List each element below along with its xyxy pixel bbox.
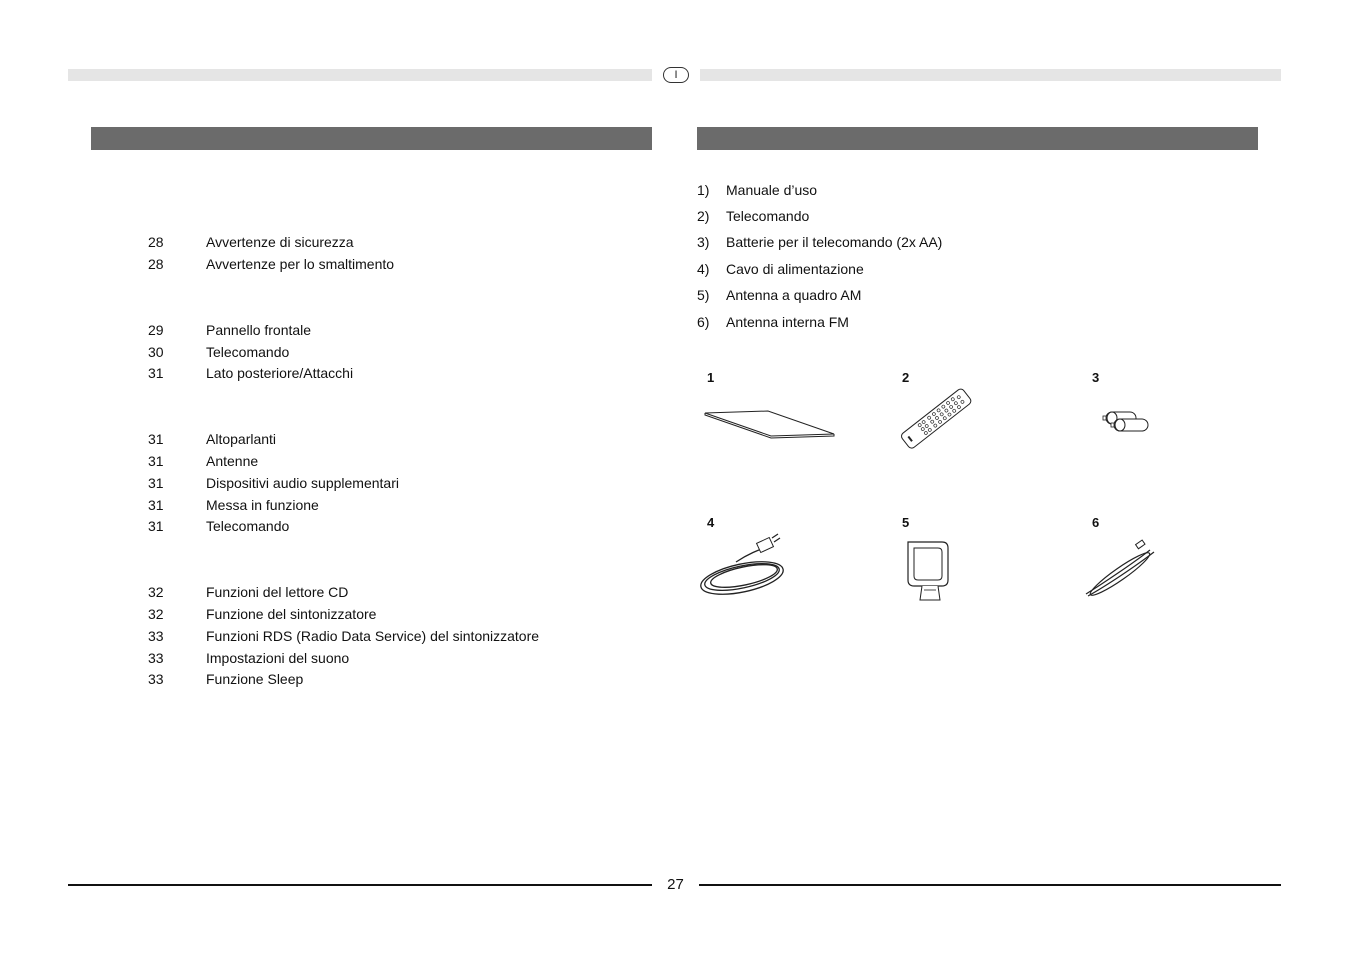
language-badge: I [663,67,689,83]
toc-entry[interactable] [148,650,349,666]
toc-page-number: 31 [148,431,164,447]
power-cable-icon [696,532,796,598]
item-label: Telecomando [726,208,810,224]
toc-entry-title: Telecomando [206,518,290,534]
toc-entry[interactable] [148,453,258,469]
image-number: 1 [707,370,715,385]
list-item [697,182,817,198]
image-number: 2 [902,370,910,385]
batteries-icon [1100,408,1156,436]
toc-entry-title: Pannello frontale [206,322,312,338]
toc-page-number: 30 [148,344,164,360]
toc-entry-title: Funzioni RDS (Radio Data Service) del sintonizzatore [206,628,540,644]
list-item [697,261,864,277]
list-item [697,287,861,303]
item-label: Cavo di alimentazione [726,261,864,277]
item-label: Antenna interna FM [726,314,849,330]
toc-entry[interactable] [148,584,348,600]
accessories-section-bar [697,127,1258,150]
toc-page-number: 31 [148,365,164,381]
toc-page-number: 31 [148,475,164,491]
page-number: 27 [667,876,684,893]
remote-control-icon [892,380,982,458]
toc-entry-title: Telecomando [206,344,290,360]
item-number: 2) [697,208,710,224]
toc-entry-title: Lato posteriore/Attacchi [206,365,354,381]
item-number: 1) [697,182,710,198]
toc-entry-title: Altoparlanti [206,431,277,447]
toc-page-number: 29 [148,322,164,338]
toc-entry-title: Antenne [206,453,259,469]
toc-entry-title: Messa in funzione [206,497,319,513]
toc-entry[interactable] [148,606,376,622]
toc-page-number: 28 [148,234,164,250]
image-number: 3 [1092,370,1100,385]
toc-page-number: 33 [148,628,164,644]
toc-entry-title: Dispositivi audio supplementari [206,475,399,491]
toc-page-number: 32 [148,606,164,622]
item-number: 3) [697,234,710,250]
toc-page-number: 31 [148,497,164,513]
toc-page-number: 31 [148,518,164,534]
toc-entry-title: Funzione Sleep [206,671,304,687]
item-label: Antenna a quadro AM [726,287,862,303]
toc-entry[interactable] [148,431,276,447]
item-label: Manuale d’uso [726,182,818,198]
toc-entry[interactable] [148,365,353,381]
toc-section-bar [91,127,652,150]
toc-entry[interactable] [148,671,303,687]
item-number: 4) [697,261,710,277]
header-bar-left [68,69,652,81]
list-item [697,234,942,250]
fm-antenna-icon [1080,538,1164,600]
list-item [697,314,849,330]
toc-page-number: 33 [148,650,164,666]
toc-entry[interactable] [148,475,399,491]
toc-entry-title: Avvertenze per lo smaltimento [206,256,395,272]
image-number: 6 [1092,515,1100,530]
toc-entry-title: Funzione del sintonizzatore [206,606,377,622]
item-number: 5) [697,287,710,303]
toc-page-number: 33 [148,671,164,687]
toc-entry[interactable] [148,518,289,534]
item-number: 6) [697,314,710,330]
am-loop-antenna-icon [900,538,954,604]
footer-rule-left [68,884,652,886]
toc-page-number: 32 [148,584,164,600]
manual-icon [700,405,840,441]
toc-entry[interactable] [148,256,394,272]
list-item [697,208,809,224]
toc-entry-title: Funzioni del lettore CD [206,584,349,600]
toc-entry[interactable] [148,234,354,250]
header-bar-right [700,69,1281,81]
image-number: 4 [707,515,715,530]
item-label: Batterie per il telecomando (2x AA) [726,234,943,250]
toc-entry[interactable] [148,628,539,644]
toc-entry[interactable] [148,497,319,513]
toc-entry[interactable] [148,322,311,338]
footer-rule-right [699,884,1281,886]
toc-entry-title: Impostazioni del suono [206,650,350,666]
image-number: 5 [902,515,910,530]
toc-entry-title: Avvertenze di sicurezza [206,234,354,250]
toc-page-number: 31 [148,453,164,469]
toc-page-number: 28 [148,256,164,272]
toc-entry[interactable] [148,344,289,360]
